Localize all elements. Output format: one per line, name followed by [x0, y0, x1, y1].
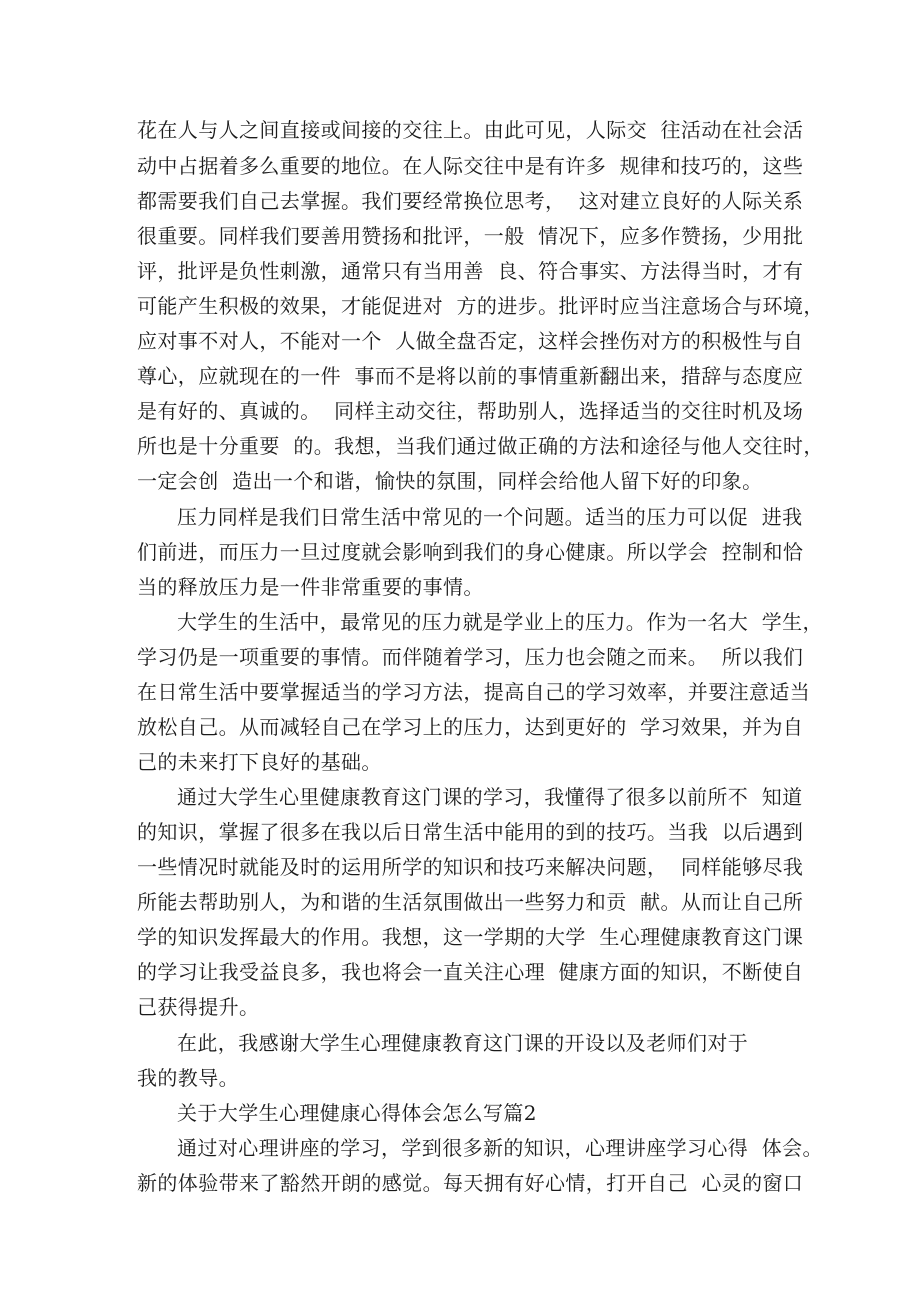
text-line: 己获得提升。: [137, 995, 260, 1019]
text-line: 己的未来打下良好的基础。: [137, 750, 382, 774]
text-line: 都需要我们自己去掌握。我们要经常换位思考， 这对建立良好的人际关系: [137, 189, 804, 213]
paragraph-start-line: 压力同样是我们日常生活中常见的一个问题。适当的压力可以促 进我: [177, 505, 803, 529]
text-line: 一定会创 造出一个和谐，愉快的氛围，同样会给他人留下好的印象。: [137, 469, 763, 493]
text-line: 的知识，掌握了很多在我以后日常生活中能用的到的技巧。当我 以后遇到: [137, 820, 804, 844]
text-line: 当的释放压力是一件非常重要的事情。: [137, 575, 484, 599]
text-line: 的学习让我受益良多，我也将会一直关注心理 健康方面的知识，不断使自: [137, 960, 804, 984]
text-line: 在日常生活中要掌握适当的学习方法，提高自己的学习效率，并要注意适当: [137, 680, 811, 704]
text-line: 可能产生积极的效果，才能促进对 方的进步。批评时应当注意场合与环境，: [137, 294, 824, 318]
text-line: 一些情况时就能及时的运用所学的知识和技巧来解决问题， 同样能够尽我: [137, 855, 804, 879]
text-line: 动中占据着多么重要的地位。在人际交往中是有许多 规律和技巧的，这些: [137, 154, 804, 178]
text-line: 学的知识发挥最大的作用。我想，这一学期的大学 生心理健康教育这门课: [137, 925, 804, 949]
section-heading: 关于大学生心理健康心得体会怎么写篇2: [177, 1101, 537, 1125]
text-line: 所也是十分重要 的。我想，当我们通过做正确的方法和途径与他人交往时，: [137, 434, 824, 458]
text-line: 放松自己。从而减轻自己在学习上的压力，达到更好的 学习效果，并为自: [137, 715, 804, 739]
text-line: 所能去帮助别人，为和谐的生活氛围做出一些努力和贡 献。从而让自己所: [137, 890, 804, 914]
paragraph-start-line: 通过大学生心里健康教育这门课的学习，我懂得了很多以前所不 知道: [177, 785, 803, 809]
text-line: 花在人与人之间直接或间接的交往上。由此可见，人际交 往活动在社会活: [137, 118, 804, 142]
text-line: 新的体验带来了豁然开朗的感觉。每天拥有好心情，打开自己 心灵的窗口: [137, 1171, 804, 1195]
text-line: 很重要。同样我们要善用赞扬和批评，一般 情况下，应多作赞扬，少用批: [137, 224, 804, 248]
text-line: 尊心，应就现在的一件 事而不是将以前的事情重新翻出来，措辞与态度应: [137, 364, 804, 388]
paragraph-start-line: 在此，我感谢大学生心理健康教育这门课的开设以及老师们对于: [177, 1031, 749, 1055]
text-line: 学习仍是一项重要的事情。而伴随着学习，压力也会随之而来。 所以我们: [137, 645, 804, 669]
text-line: 们前进，而压力一旦过度就会影响到我们的身心健康。所以学会 控制和恰: [137, 540, 804, 564]
paragraph-start-line: 通过对心理讲座的学习，学到很多新的知识，心理讲座学习心得 体会。: [177, 1136, 823, 1160]
text-line: 我的教导。: [137, 1066, 239, 1090]
text-line: 应对事不对人，不能对一个 人做全盘否定，这样会挫伤对方的积极性与自: [137, 329, 804, 353]
text-line: 是有好的、真诚的。 同样主动交往，帮助别人，选择适当的交往时机及场: [137, 399, 804, 423]
text-line: 评，批评是负性刺激，通常只有当用善 良、符合事实、方法得当时，才有: [137, 259, 804, 283]
paragraph-start-line: 大学生的生活中，最常见的压力就是学业上的压力。作为一名大 学生，: [177, 610, 823, 634]
